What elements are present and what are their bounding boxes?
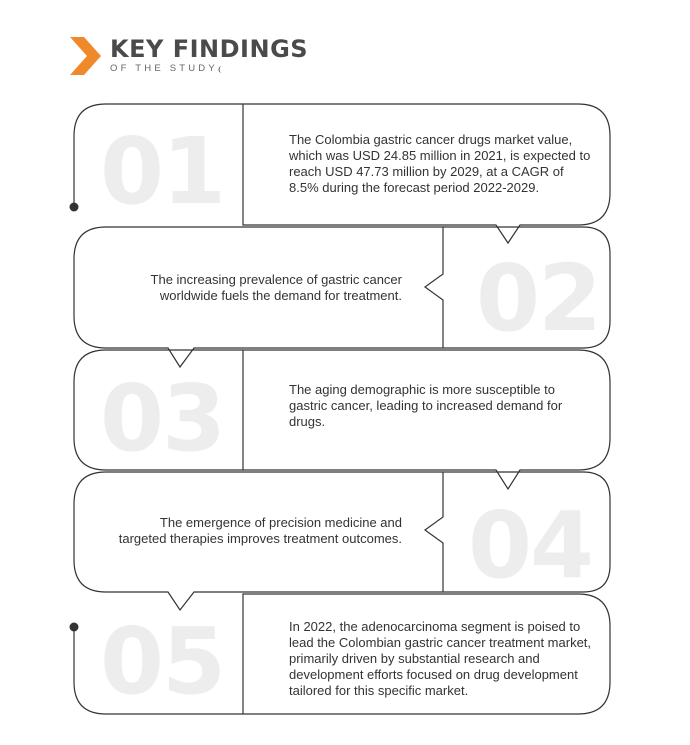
page-title: KEY FINDINGS <box>110 35 309 63</box>
finding-text-04: The emergence of precision medicine and targeted therapies improves treatment outcomes. <box>118 515 402 546</box>
timeline-dot <box>70 623 79 632</box>
page-subtitle: OF THE STUDY <box>110 63 218 74</box>
finding-text-02: The increasing prevalence of gastric cancer worldwide fuels the demand for treatment. <box>150 272 402 303</box>
chevron-logo-icon <box>70 37 101 75</box>
finding-number-04: 04 <box>468 492 593 599</box>
finding-text-05: In 2022, the adenocarcinoma segment is poised to lead the Colombian gastric cancer treatment market, primarily driven by substantial research and development efforts focused on drug development tailored for this specific market. <box>289 619 592 698</box>
finding-text-01: The Colombia gastric cancer drugs market value, which was USD 24.85 million in 2021, is expected to reach USD 47.73 million by 2029, at a CAGR of 8.5% during the forecast period 2022-2029. <box>289 132 591 195</box>
finding-number-05: 05 <box>100 608 225 715</box>
timeline-dot <box>70 203 79 212</box>
finding-number-01: 01 <box>100 118 225 225</box>
finding-number-02: 02 <box>476 245 601 352</box>
crescent-icon <box>219 66 223 73</box>
finding-text-03: The aging demographic is more susceptible to gastric cancer, leading to increased demand for drugs. <box>289 382 563 429</box>
finding-number-03: 03 <box>100 365 225 472</box>
